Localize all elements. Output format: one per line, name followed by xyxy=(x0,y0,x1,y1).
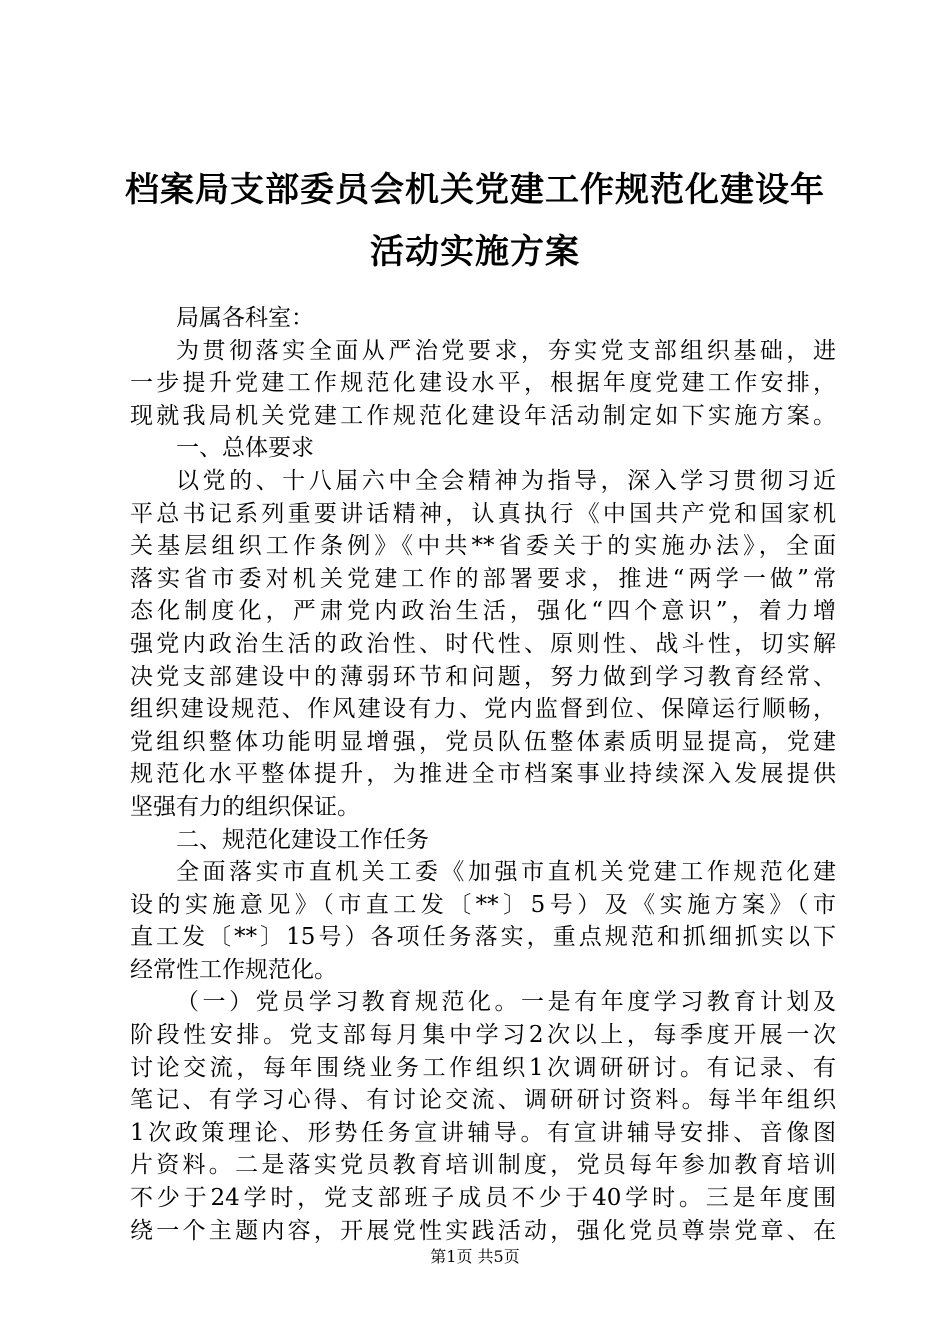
paragraph-line: 讨论交流，每年围绕业务工作组织1次调研研讨。有记录、有 xyxy=(130,1054,836,1081)
paragraph-line: 为贯彻落实全面从严治党要求，夯实党支部组织基础，进 xyxy=(176,337,836,364)
paragraph-line: 以党的、十八届六中全会精神为指导，深入学习贯彻习近 xyxy=(176,467,836,494)
paragraph-line: 直工发〔**〕15号）各项任务落实，重点规范和抓细抓实以下 xyxy=(130,924,836,951)
paragraph-line: 规范化水平整体提升，为推进全市档案事业持续深入发展提供 xyxy=(130,761,836,788)
paragraph-line: （一）党员学习教育规范化。一是有年度学习教育计划及 xyxy=(176,989,836,1016)
paragraph-line: 设的实施意见》（市直工发〔**〕5号）及《实施方案》（市 xyxy=(130,891,836,918)
paragraph-line: 决党支部建设中的薄弱环节和问题，努力做到学习教育经常、 xyxy=(130,663,836,690)
page-number-footer: 第1页 共5页 xyxy=(430,1247,520,1266)
paragraph-line: 组织建设规范、作风建设有力、党内监督到位、保障运行顺畅， xyxy=(130,696,836,723)
paragraph-line: 态化制度化，严肃党内政治生活，强化“四个意识”，着力增 xyxy=(130,598,836,625)
paragraph-line: 落实省市委对机关党建工作的部署要求，推进“两学一做”常 xyxy=(130,565,836,592)
paragraph-line: 绕一个主题内容，开展党性实践活动，强化党员尊崇党章、在 xyxy=(130,1217,836,1244)
paragraph-line: 坚强有力的组织保证。 xyxy=(130,793,360,820)
paragraph-line: 不少于24学时，党支部班子成员不少于40学时。三是年度围 xyxy=(130,1185,836,1212)
paragraph-line: 局属各科室： xyxy=(176,305,314,331)
paragraph-line: 平总书记系列重要讲话精神，认真执行《中国共产党和国家机 xyxy=(130,500,836,527)
paragraph-line: 党组织整体功能明显增强，党员队伍整体素质明显提高，党建 xyxy=(130,728,836,755)
paragraph-line: 一步提升党建工作规范化建设水平，根据年度党建工作安排， xyxy=(130,370,836,397)
paragraph-line: 一、总体要求 xyxy=(176,435,314,462)
paragraph-line: 1次政策理论、形势任务宣讲辅导。有宣讲辅导安排、音像图 xyxy=(130,1119,836,1146)
paragraph-line: 笔记、有学习心得、有讨论交流、调研研讨资料。每半年组织 xyxy=(130,1087,836,1114)
paragraph-line: 二、规范化建设工作任务 xyxy=(176,826,429,853)
paragraph-line: 关基层组织工作条例》《中共**省委关于的实施办法》，全面 xyxy=(130,533,836,560)
document-title-line-2: 活动实施方案 xyxy=(370,232,580,272)
paragraph-line: 强党内政治生活的政治性、时代性、原则性、战斗性，切实解 xyxy=(130,630,836,657)
document-body xyxy=(130,302,836,1247)
paragraph-line: 阶段性安排。党支部每月集中学习2次以上，每季度开展一次 xyxy=(130,1022,836,1049)
document-title-line-1: 档案局支部委员会机关党建工作规范化建设年 xyxy=(125,170,825,210)
paragraph-line: 全面落实市直机关工委《加强市直机关党建工作规范化建 xyxy=(176,859,836,886)
paragraph-line: 经常性工作规范化。 xyxy=(130,956,337,983)
paragraph-line: 片资料。二是落实党员教育培训制度，党员每年参加教育培训 xyxy=(130,1152,836,1179)
paragraph-line: 现就我局机关党建工作规范化建设年活动制定如下实施方案。 xyxy=(130,402,836,429)
